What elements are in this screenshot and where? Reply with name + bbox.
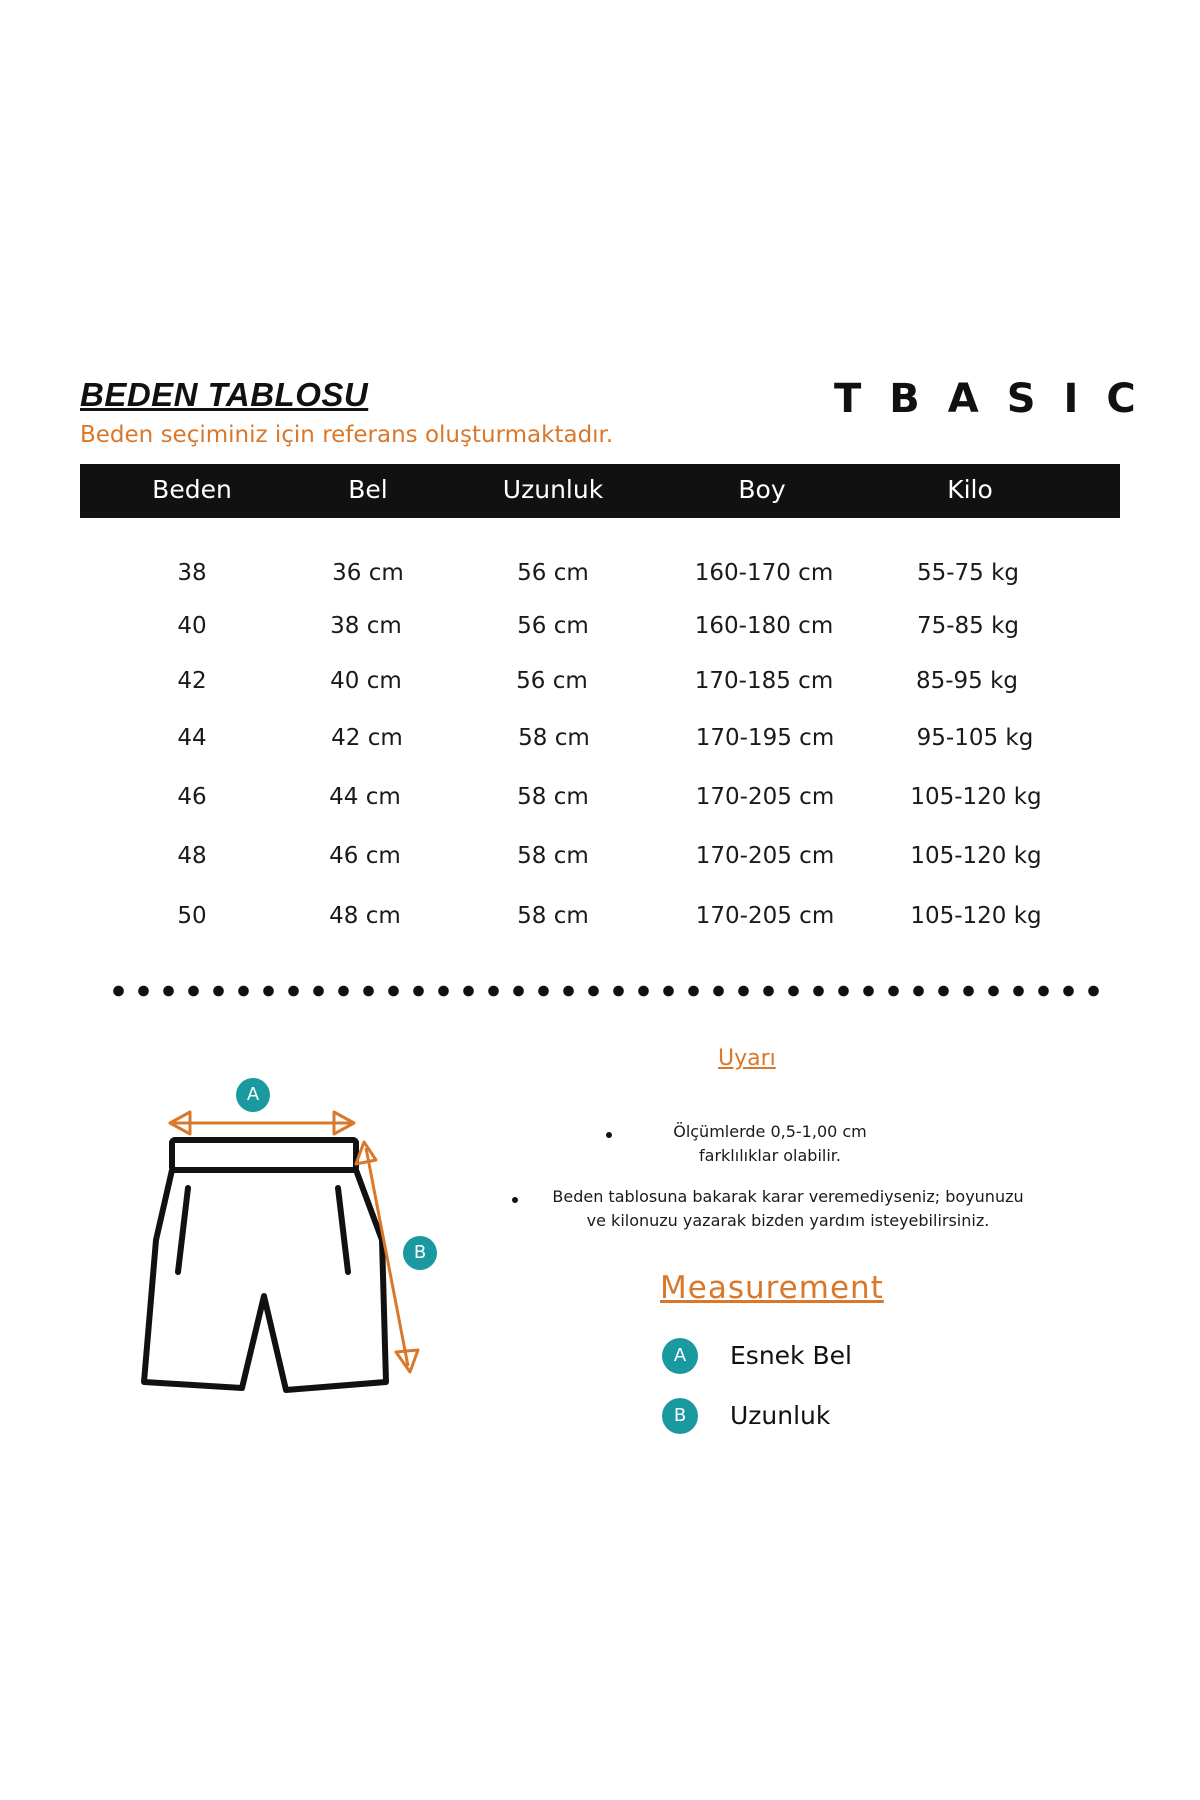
cell-boy: 170-205 cm [695,784,835,810]
shorts-outline-icon [144,1140,386,1390]
bullet-dot-icon [606,1132,612,1138]
measurement-title: Measurement [660,1270,884,1306]
cell-beden: 40 [177,613,207,639]
warning-title: Uyarı [718,1046,776,1071]
column-header-boy: Boy [738,475,786,504]
cell-beden: 38 [177,560,207,586]
page-title: BEDEN TABLOSU [80,376,369,413]
cell-boy: 160-180 cm [694,613,834,639]
legend-badge-b-icon: B [662,1398,698,1434]
badge-a-icon: A [236,1078,270,1112]
badge-b-icon: B [403,1236,437,1270]
cell-bel: 42 cm [331,725,403,751]
cell-bel: 48 cm [329,903,401,929]
cell-bel: 44 cm [329,784,401,810]
cell-beden: 46 [177,784,207,810]
cell-kilo: 85-95 kg [915,668,1019,694]
cell-boy: 170-205 cm [695,843,835,869]
cell-uzunluk: 56 cm [517,560,589,586]
cell-kilo: 105-120 kg [910,903,1042,929]
legend-badge-a-icon: A [662,1338,698,1374]
legend-label-uzunluk: Uzunluk [730,1401,831,1430]
table-row [0,613,1200,653]
cell-uzunluk: 58 cm [517,784,589,810]
cell-beden: 48 [177,843,207,869]
cell-bel: 40 cm [330,668,402,694]
cell-bel: 36 cm [332,560,404,586]
table-row [0,560,1200,600]
warning-bullet-1-line-2: farklılıklar olabilir. [699,1146,841,1165]
cell-boy: 170-185 cm [694,668,834,694]
table-header [80,464,1120,518]
column-header-uzunluk: Uzunluk [502,475,604,504]
cell-uzunluk: 58 cm [517,903,589,929]
cell-uzunluk: 56 cm [517,613,589,639]
column-header-beden: Beden [152,475,232,504]
cell-beden: 42 [177,668,207,694]
cell-kilo: 95-105 kg [916,725,1034,751]
cell-kilo: 105-120 kg [910,843,1042,869]
warning-bullet-1 [620,1120,920,1168]
warning-bullet-1-line-1: Ölçümlerde 0,5-1,00 cm [673,1122,867,1141]
column-header-kilo: Kilo [947,475,993,504]
table-row [0,903,1200,943]
table-row [0,725,1200,765]
warning-bullet-2 [528,1185,1048,1233]
bullet-dot-icon [512,1197,518,1203]
column-header-bel: Bel [348,475,388,504]
table-row [0,843,1200,883]
brand-logo: TBASIC [834,376,1164,422]
cell-beden: 50 [177,903,207,929]
cell-kilo: 55-75 kg [916,560,1020,586]
cell-uzunluk: 58 cm [518,725,590,751]
cell-uzunluk: 56 cm [516,668,588,694]
table-row [0,784,1200,824]
cell-boy: 160-170 cm [694,560,834,586]
cell-bel: 46 cm [329,843,401,869]
cell-bel: 38 cm [330,613,402,639]
cell-boy: 170-205 cm [695,903,835,929]
cell-beden: 44 [177,725,207,751]
waist-arrow-icon [170,1112,354,1134]
cell-boy: 170-195 cm [695,725,835,751]
cell-kilo: 75-85 kg [916,613,1020,639]
page-subtitle: Beden seçiminiz için referans oluşturmaktadır. [80,422,614,448]
warning-bullet-2-line-2: ve kilonuzu yazarak bizden yardım isteyebilirsiniz. [586,1211,990,1230]
cell-uzunluk: 58 cm [517,843,589,869]
table-row [0,668,1200,708]
warning-bullet-2-line-1: Beden tablosuna bakarak karar veremediyseniz; boyunuzu [552,1187,1024,1206]
cell-kilo: 105-120 kg [910,784,1042,810]
legend-label-esnek-bel: Esnek Bel [730,1341,852,1370]
dotted-divider [106,984,1106,998]
